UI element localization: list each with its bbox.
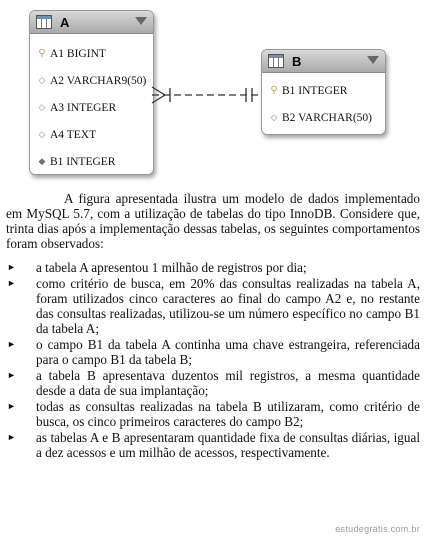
- column-label: A4 TEXT: [50, 128, 97, 141]
- list-item: [6, 399, 420, 429]
- watermark: estudegratis.com.br: [335, 524, 420, 534]
- key-icon: ⚲: [270, 85, 278, 96]
- er-diagram: [0, 0, 428, 185]
- bullet-icon: ►: [7, 432, 16, 442]
- column-label: A2 VARCHAR9(50): [50, 74, 147, 87]
- list-item-text: o campo B1 da tabela A continha uma chave estrangeira, referenciada para o campo B1 da tabela B;: [36, 337, 420, 367]
- question-text: [6, 191, 420, 461]
- column-label: B2 VARCHAR(50): [282, 111, 372, 124]
- diamond-icon: ◇: [38, 129, 46, 139]
- bullet-icon: ►: [7, 370, 16, 380]
- diamond-icon: ◇: [38, 75, 46, 85]
- column-label: B1 INTEGER: [282, 84, 348, 97]
- entity-b-name: B: [292, 53, 302, 69]
- list-item: [6, 337, 420, 367]
- bullet-icon: ►: [7, 401, 16, 411]
- intro-paragraph: A figura apresentada ilustra um modelo de dados implementado em MySQL 5.7, com a utilização de tabelas do tipo InnoDB. Considere que, trinta dias após a implementação dessas tabelas, os seguintes comportamentos foram observados:: [6, 191, 420, 251]
- list-item-text: a tabela B apresentava duzentos mil registros, a mesma quantidade desde a data de sua implantação;: [36, 368, 420, 398]
- column-label: A3 INTEGER: [50, 101, 117, 114]
- bullet-icon: ►: [7, 339, 16, 349]
- entity-a-name: A: [60, 14, 70, 30]
- list-item-text: todas as consultas realizadas na tabela B utilizaram, como critério de busca, os cinco primeiros caracteres do campo B2;: [36, 399, 420, 429]
- observations-list: [6, 260, 420, 460]
- column-label: A1 BIGINT: [50, 47, 106, 60]
- crow-foot-upper: [152, 87, 165, 95]
- diamond-icon: ◇: [38, 102, 46, 112]
- diamond-icon: ◇: [270, 112, 278, 122]
- column-label: B1 INTEGER: [50, 155, 116, 168]
- list-item-text: a tabela A apresentou 1 milhão de registros por dia;: [36, 260, 307, 275]
- list-item: [6, 430, 420, 460]
- list-item: [6, 276, 420, 336]
- bullet-icon: ►: [7, 278, 16, 288]
- list-item-text: como critério de busca, em 20% das consultas realizadas na tabela A, foram utilizados cinco caracteres ao final do campo A2 e, no restante das consultas realizadas, utilizou-se um número específico no campo B1 da tabela A;: [36, 276, 420, 336]
- crow-foot-lower: [152, 95, 165, 103]
- foreign-key-diamond-icon: ◆: [38, 156, 46, 166]
- list-item: [6, 260, 420, 275]
- key-icon: ⚲: [38, 48, 46, 59]
- relationship-line: [0, 0, 428, 185]
- list-item-text: as tabelas A e B apresentaram quantidade fixa de consultas diárias, igual a dez acessos e um milhão de acessos, respectivamente.: [36, 430, 420, 460]
- list-item: [6, 368, 420, 398]
- bullet-icon: ►: [7, 262, 16, 272]
